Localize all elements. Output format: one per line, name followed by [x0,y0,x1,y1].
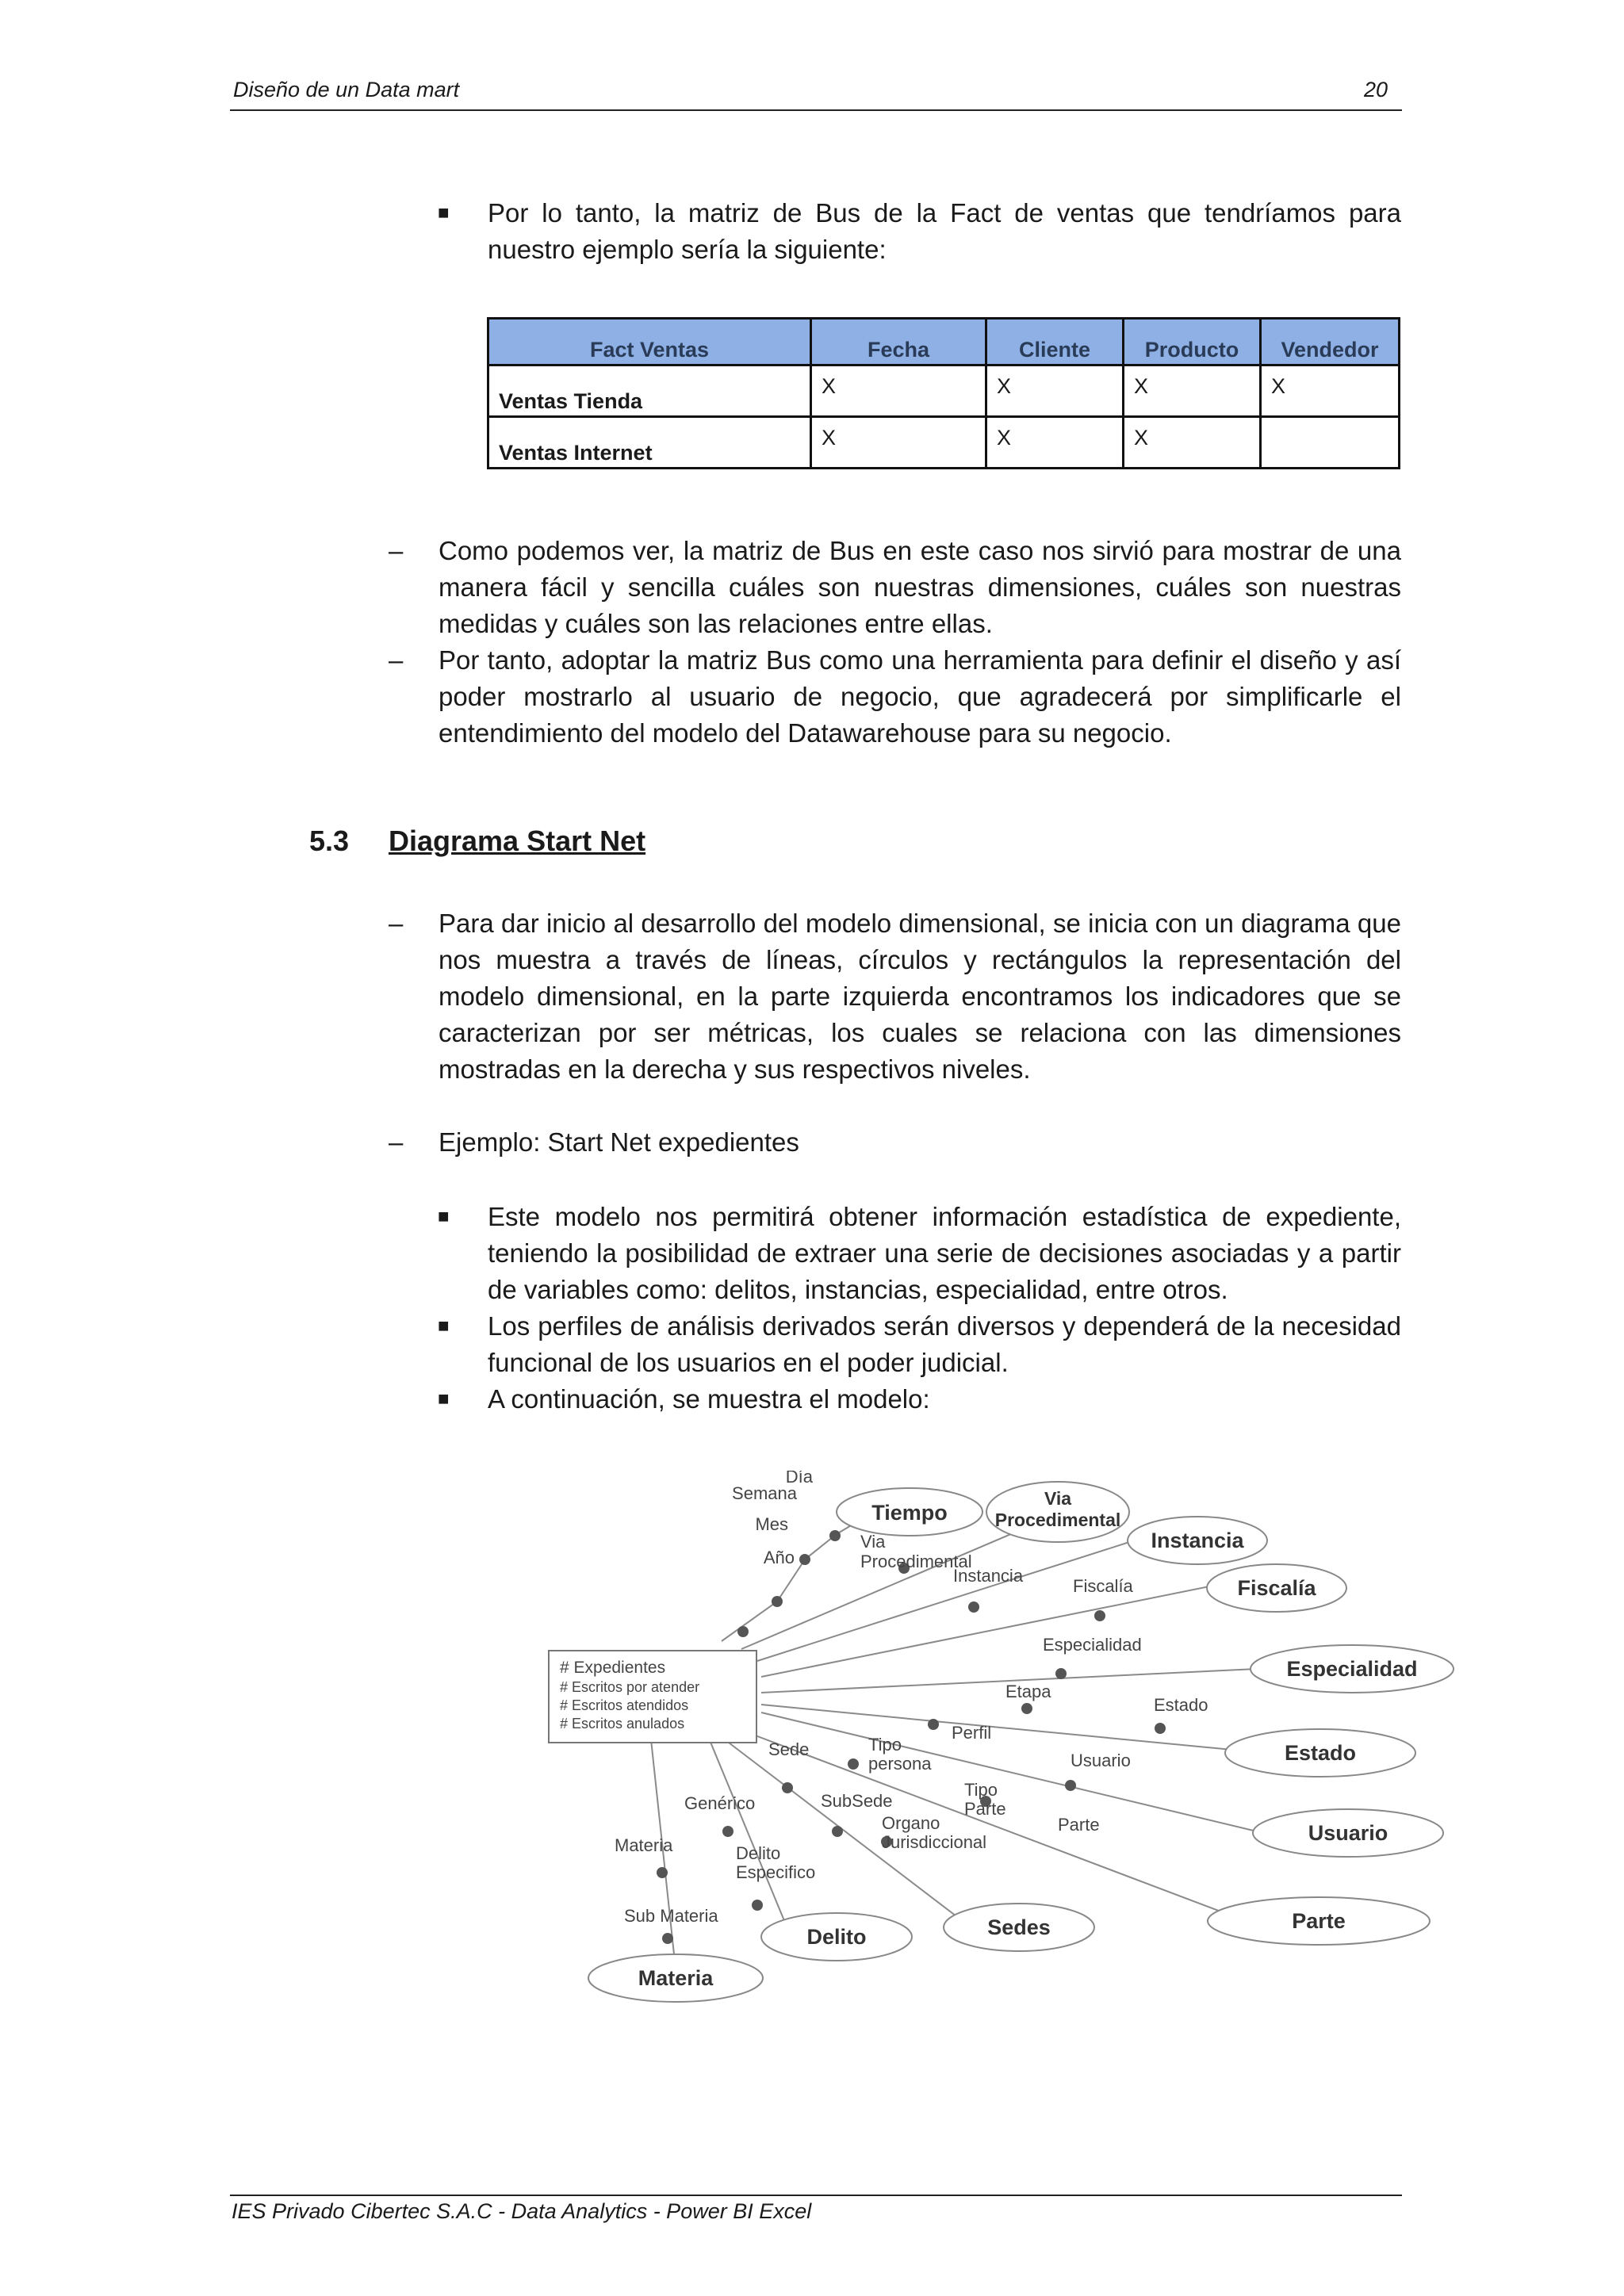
dimension-label: Delito [806,1925,867,1949]
level-label: Parte [1058,1815,1100,1835]
table-cell: X [1261,365,1400,417]
dimension-label: Fiscalía [1237,1576,1316,1600]
dash-item-text: Por tanto, adoptar la matriz Bus como una herramienta para definir el diseño y así poder mostrarlo al usuario de negocio, que agradecerá por simplificarle el entendimiento del modelo del Datawarehouse para su negocio. [439,645,1401,748]
dimension-label: Usuario [1308,1821,1388,1845]
measure-label: # Expedientes [560,1659,666,1677]
measure-label: # Escritos por atender [560,1679,700,1695]
square-bullet-icon: ■ [438,202,450,224]
column-header: Vendedor [1261,319,1400,365]
level-label: Etapa [1005,1682,1051,1701]
level-label: Fiscalía [1073,1576,1133,1596]
measure-label: # Escritos anulados [560,1716,685,1732]
dimension-label: Via [1044,1488,1072,1509]
header-rule [230,109,1402,111]
level-label: Tipo [964,1780,998,1800]
level-label: Sede [768,1739,810,1759]
level-label: Día [785,1471,813,1487]
row-label: Ventas Tienda [488,365,811,417]
footer-rule [230,2195,1402,2196]
square-bullet-icon: ■ [438,1206,450,1227]
level-label: Tipo [868,1735,902,1755]
dash-bullet-icon: – [389,645,404,675]
column-header: Cliente [986,319,1124,365]
level-label: Parte [964,1799,1006,1819]
measure-label: # Escritos atendidos [560,1697,689,1713]
bus-matrix-table [487,317,1400,469]
page-number: 20 [1364,78,1388,101]
level-label: Organo [882,1813,940,1833]
level-label: Especialidad [1043,1635,1142,1655]
level-label: Especifico [736,1862,816,1882]
dimension-label: Sedes [987,1915,1051,1939]
table-cell: X [1124,365,1261,417]
section-bullet-text: Este modelo nos permitirá obtener información estadística de expediente, teniendo la posibilidad de extraer una serie de decisiones asociadas y a partir de variables como: delitos, instancias, especialidad, entre otros. [488,1202,1401,1304]
dimension-label: Especialidad [1286,1657,1418,1681]
level-label: Genérico [684,1793,756,1813]
level-label: Sub Materia [624,1906,718,1926]
level-label: SubSede [821,1791,893,1811]
dimension-label: Tiempo [871,1501,948,1525]
bullet-intro-text: Por lo tanto, la matriz de Bus de la Fact de ventas que tendríamos para nuestro ejemplo sería la siguiente: [488,198,1401,264]
dash-bullet-icon: – [389,909,404,938]
dash-bullet-icon: – [389,1127,404,1157]
level-label: persona [868,1754,932,1774]
dimension-label: Parte [1292,1909,1346,1933]
table-cell: X [986,365,1124,417]
level-label: Instancia [953,1566,1024,1586]
level-label: Procedimental [860,1552,972,1571]
table-cell: X [811,365,986,417]
dimension-label: Materia [638,1966,714,1990]
section-bullet-text: A continuación, se muestra el modelo: [488,1384,930,1414]
square-bullet-icon: ■ [438,1315,450,1337]
level-label: Semana [732,1483,797,1503]
level-label: Usuario [1071,1751,1131,1770]
dash-item-text: Como podemos ver, la matriz de Bus en este caso nos sirvió para mostrar de una manera fácil y sencilla cuáles son nuestras dimensiones, cuáles son nuestras medidas y cuáles son las relaciones entre ellas. [439,536,1401,638]
column-header: Fact Ventas [488,319,811,365]
star-net-diagram [539,1471,1459,2038]
header-title: Diseño de un Data mart [233,78,460,101]
column-header: Producto [1124,319,1261,365]
level-label: Año [763,1548,795,1567]
section-bullet-text: Los perfiles de análisis derivados serán diversos y dependerá de la necesidad funcional de los usuarios en el poder judicial. [488,1311,1401,1377]
table-cell: X [986,417,1124,469]
table-row [488,417,1400,469]
table-row [488,365,1400,417]
table-cell: X [811,417,986,469]
section-paragraph: Para dar inicio al desarrollo del modelo dimensional, se inicia con un diagrama que nos muestra a través de líneas, círculos y rectángulos la representación del modelo dimensional, en la parte izquierda encontramos los indicadores que se caracterizan por ser métricas, los cuales se relaciona con las dimensiones mostradas en la derecha y sus respectivos niveles. [439,909,1401,1084]
footer-text: IES Privado Cibertec S.A.C - Data Analytics - Power BI Excel [232,2199,812,2223]
square-bullet-icon: ■ [438,1388,450,1410]
section-title: Diagrama Start Net [389,825,646,857]
table-cell: X [1124,417,1261,469]
dimension-label: Estado [1284,1741,1357,1765]
table-cell [1261,417,1400,469]
level-label: Perfil [952,1723,992,1743]
dimension-label: Procedimental [994,1510,1121,1530]
example-label: Ejemplo: Start Net expedientes [439,1127,799,1157]
level-label: Materia [615,1835,673,1855]
level-label: Via [860,1532,886,1552]
dash-bullet-icon: – [389,536,404,565]
level-label: Jurisdiccional [882,1832,987,1852]
level-label: Mes [755,1514,788,1534]
section-number: 5.3 [309,825,350,857]
level-label: Delito [736,1843,781,1863]
table-header-row [488,319,1400,365]
level-label: Estado [1154,1695,1208,1715]
row-label: Ventas Internet [488,417,811,469]
column-header: Fecha [811,319,986,365]
dimension-label: Instancia [1151,1529,1244,1552]
